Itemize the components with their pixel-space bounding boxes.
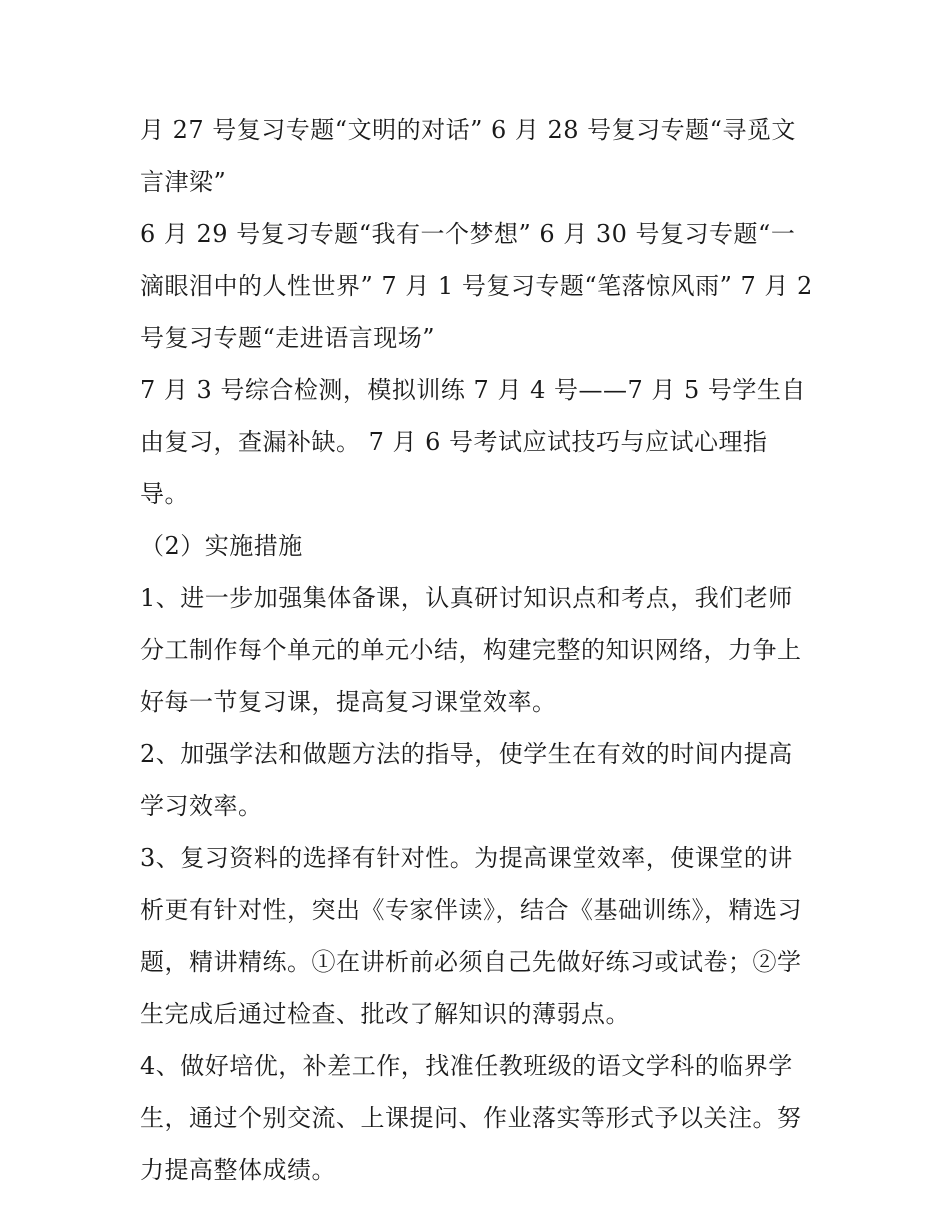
paragraph-review-schedule-1: 月 27 号复习专题“文明的对话” 6 月 28 号复习专题“寻觅文言津梁” bbox=[140, 116, 796, 196]
paragraph-review-schedule-3: 7 月 3 号综合检测，模拟训练 7 月 4 号——7 月 5 号学生自由复习，查漏补缺。 7 月 6 号考试应试技巧与应试心理指导。 bbox=[140, 376, 806, 508]
paragraph-measure-2: 2、加强学法和做题方法的指导，使学生在有效的时间内提高学习效率。 bbox=[140, 740, 793, 820]
section-heading-measures: （2）实施措施 bbox=[140, 532, 303, 560]
paragraph-review-schedule-2: 6 月 29 号复习专题“我有一个梦想” 6 月 30 号复习专题“一滴眼泪中的人性世界” 7 月 1 号复习专题“笔落惊风雨” 7 月 2 号复习专题“走进语言现场” bbox=[140, 220, 813, 352]
document-body bbox=[140, 104, 815, 1196]
paragraph-measure-4: 4、做好培优，补差工作，找准任教班级的语文学科的临界学生，通过个别交流、上课提问、作业落实等形式予以关注。努力提高整体成绩。 bbox=[140, 1052, 802, 1184]
paragraph-measure-1: 1、进一步加强集体备课，认真研讨知识点和考点，我们老师分工制作每个单元的单元小结，构建完整的知识网络，力争上好每一节复习课，提高复习课堂效率。 bbox=[140, 584, 802, 716]
paragraph-measure-3: 3、复习资料的选择有针对性。为提高课堂效率，使课堂的讲析更有针对性，突出《专家伴读》，结合《基础训练》，精选习题，精讲精练。①在讲析前必须自己先做好练习或试卷；②学生完成后通过检查、批改了解知识的薄弱点。 bbox=[140, 844, 802, 1028]
